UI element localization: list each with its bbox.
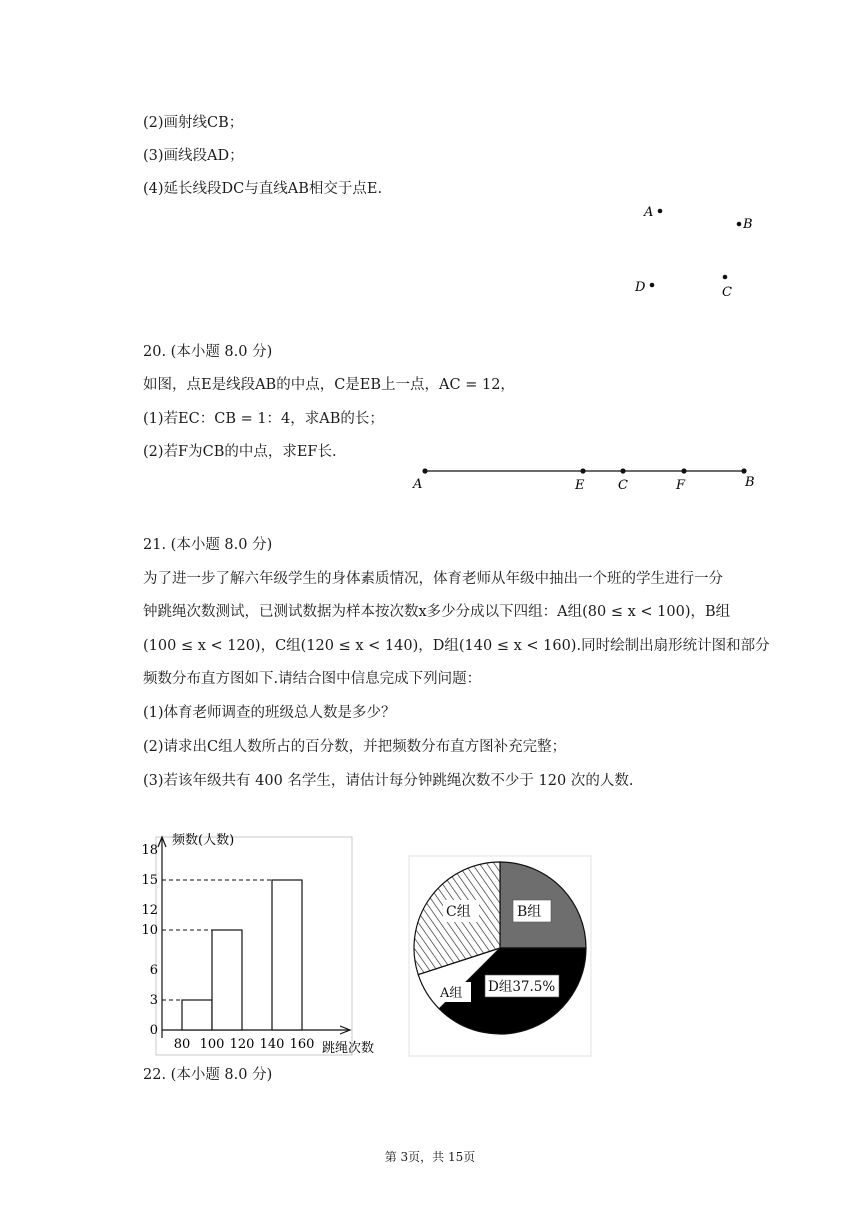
q19-item-4: (4)延长线段DC与直线AB相交于点E.	[143, 181, 383, 197]
segment-label-b: B	[745, 475, 755, 490]
histogram-y-label: 频数(人数)	[172, 833, 235, 848]
segment-label-e: E	[575, 478, 585, 493]
point-c	[723, 275, 728, 280]
point-label-d: D	[635, 280, 646, 295]
pie-label-c: C组	[446, 904, 471, 920]
q20-line-2: (1)若EC：CB = 1：4，求AB的长；	[143, 411, 384, 427]
point-d	[650, 283, 655, 288]
segment-label-c: C	[618, 478, 628, 493]
histogram-y-tick: 3	[149, 993, 158, 1008]
q20-line-1: 如图，点E是线段AB的中点，C是EB上一点，AC = 12，	[143, 377, 515, 393]
histogram-y-tick: 10	[141, 923, 158, 938]
histogram-y-tick: 15	[141, 873, 158, 888]
q21-line-4: 频数分布直方图如下.请结合图中信息完成下列问题：	[143, 671, 482, 687]
pie-label-d: D组37.5%	[488, 979, 556, 995]
point-label-c: C	[722, 285, 732, 300]
q19-item-2: (2)画射线CB；	[143, 115, 244, 131]
histogram-y-tick: 6	[149, 963, 158, 978]
point-b	[737, 222, 742, 227]
histogram-x-tick: 160	[289, 1037, 315, 1052]
segment-point-a	[422, 468, 427, 473]
pie-chart	[405, 852, 595, 1062]
histogram-bar	[212, 930, 242, 1030]
histogram-chart	[130, 825, 390, 1060]
point-a	[658, 209, 663, 214]
q21-line-1: 为了进一步了解六年级学生的身体素质情况，体育老师从年级中抽出一个班的学生进行一分	[143, 571, 723, 587]
histogram-x-label: 跳绳次数	[322, 1041, 375, 1056]
histogram-y-tick: 12	[141, 903, 158, 918]
q21-line-7: (3)若该年级共有 400 名学生，请估计每分钟跳绳次数不少于 120 次的人数.	[143, 773, 634, 789]
histogram-y-tick: 18	[141, 843, 158, 858]
segment-label-a: A	[413, 477, 423, 492]
segment-point-b	[741, 468, 746, 473]
pie-label-b: B组	[517, 904, 542, 920]
q20-line-3: (2)若F为CB的中点，求EF长.	[143, 444, 337, 460]
histogram-x-tick: 80	[173, 1037, 191, 1052]
histogram-x-tick: 120	[229, 1037, 255, 1052]
q19-item-3: (3)画线段AD；	[143, 148, 244, 164]
histogram-x-tick: 100	[199, 1037, 225, 1052]
q21-line-6: (2)请求出C组人数所占的百分数，并把频数分布直方图补充完整；	[143, 739, 567, 755]
point-label-a: A	[644, 205, 654, 220]
q20-header: 20. (本小题 8.0 分)	[143, 344, 273, 360]
histogram-bar	[272, 880, 302, 1030]
segment-point-e	[580, 468, 585, 473]
segment-point-f	[681, 468, 686, 473]
histogram-x-tick: 140	[259, 1037, 285, 1052]
histogram-bar	[182, 1000, 212, 1030]
histogram-y-tick: 0	[149, 1023, 158, 1038]
q21-header: 21. (本小题 8.0 分)	[143, 537, 273, 553]
q21-line-5: (1)体育老师调查的班级总人数是多少？	[143, 705, 396, 721]
q20-segment-figure	[405, 460, 765, 496]
pie-label-a: A组	[440, 986, 463, 1001]
segment-label-f: F	[676, 478, 686, 493]
segment-point-c	[620, 468, 625, 473]
q21-line-2: 钟跳绳次数测试，已测试数据为样本按次数x多少分成以下四组：A组(80 ≤ x < 100)，B组	[143, 604, 731, 620]
q21-line-3: (100 ≤ x < 120)，C组(120 ≤ x < 140)，D组(140 ≤ x < 160).同时绘制出扇形统计图和部分	[143, 638, 770, 654]
point-label-b: B	[743, 217, 753, 232]
q19-points-figure	[620, 195, 770, 305]
page-footer: 第 3页，共 15页	[384, 1150, 476, 1164]
q22-header: 22. (本小题 8.0 分)	[143, 1067, 273, 1083]
